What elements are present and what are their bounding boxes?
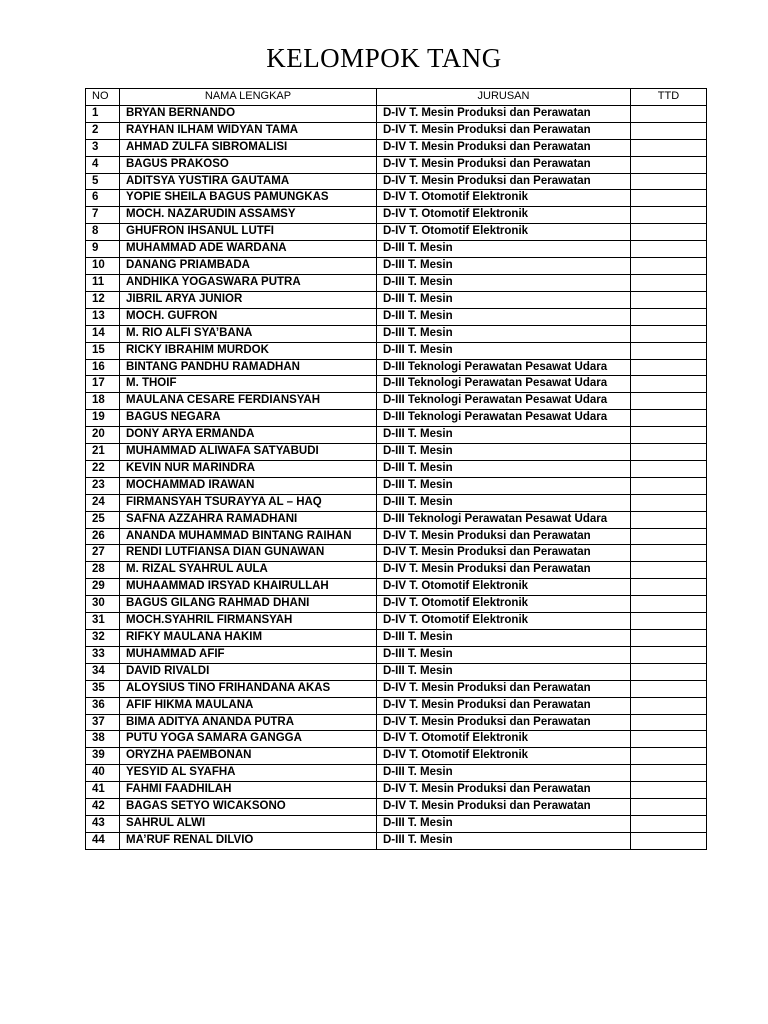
cell-jurusan: D-IV T. Otomotif Elektronik <box>377 579 631 596</box>
header-ttd: TTD <box>631 89 707 106</box>
table-body <box>86 105 707 849</box>
cell-nama-lengkap: ORYZHA PAEMBONAN <box>120 748 377 765</box>
table-row <box>86 460 707 477</box>
cell-jurusan: D-III T. Mesin <box>377 630 631 647</box>
cell-nama-lengkap: M. RIO ALFI SYA’BANA <box>120 325 377 342</box>
cell-jurusan: D-III T. Mesin <box>377 427 631 444</box>
cell-no: 12 <box>86 291 120 308</box>
cell-jurusan: D-IV T. Otomotif Elektronik <box>377 748 631 765</box>
table-row <box>86 748 707 765</box>
cell-nama-lengkap: YESYID AL SYAFHA <box>120 765 377 782</box>
cell-nama-lengkap: ANANDA MUHAMMAD BINTANG RAIHAN <box>120 528 377 545</box>
cell-no: 35 <box>86 680 120 697</box>
cell-jurusan: D-IV T. Mesin Produksi dan Perawatan <box>377 782 631 799</box>
cell-ttd-signature <box>631 122 707 139</box>
cell-nama-lengkap: SAHRUL ALWI <box>120 815 377 832</box>
cell-ttd-signature <box>631 731 707 748</box>
cell-ttd-signature <box>631 444 707 461</box>
cell-jurusan: D-III T. Mesin <box>377 663 631 680</box>
cell-ttd-signature <box>631 714 707 731</box>
cell-jurusan: D-IV T. Mesin Produksi dan Perawatan <box>377 562 631 579</box>
cell-nama-lengkap: SAFNA AZZAHRA RAMADHANI <box>120 511 377 528</box>
table-row <box>86 156 707 173</box>
cell-jurusan: D-III T. Mesin <box>377 646 631 663</box>
cell-no: 19 <box>86 410 120 427</box>
cell-ttd-signature <box>631 748 707 765</box>
cell-no: 11 <box>86 274 120 291</box>
cell-no: 26 <box>86 528 120 545</box>
cell-nama-lengkap: FAHMI FAADHILAH <box>120 782 377 799</box>
cell-jurusan: D-IV T. Mesin Produksi dan Perawatan <box>377 105 631 122</box>
table-row <box>86 190 707 207</box>
table-row <box>86 342 707 359</box>
cell-nama-lengkap: BRYAN BERNANDO <box>120 105 377 122</box>
cell-no: 3 <box>86 139 120 156</box>
table-row <box>86 393 707 410</box>
cell-ttd-signature <box>631 241 707 258</box>
cell-nama-lengkap: FIRMANSYAH TSURAYYA AL – HAQ <box>120 494 377 511</box>
cell-nama-lengkap: ALOYSIUS TINO FRIHANDANA AKAS <box>120 680 377 697</box>
table-row <box>86 427 707 444</box>
cell-jurusan: D-III Teknologi Perawatan Pesawat Udara <box>377 376 631 393</box>
cell-ttd-signature <box>631 646 707 663</box>
cell-ttd-signature <box>631 613 707 630</box>
cell-ttd-signature <box>631 630 707 647</box>
cell-ttd-signature <box>631 697 707 714</box>
cell-ttd-signature <box>631 562 707 579</box>
cell-nama-lengkap: DAVID RIVALDI <box>120 663 377 680</box>
cell-nama-lengkap: BAGUS GILANG RAHMAD DHANI <box>120 596 377 613</box>
cell-no: 10 <box>86 258 120 275</box>
table-row <box>86 579 707 596</box>
cell-jurusan: D-III T. Mesin <box>377 325 631 342</box>
table-row <box>86 444 707 461</box>
cell-no: 32 <box>86 630 120 647</box>
cell-no: 23 <box>86 477 120 494</box>
cell-ttd-signature <box>631 393 707 410</box>
cell-ttd-signature <box>631 832 707 849</box>
cell-jurusan: D-III T. Mesin <box>377 274 631 291</box>
cell-nama-lengkap: RICKY IBRAHIM MURDOK <box>120 342 377 359</box>
cell-jurusan: D-IV T. Mesin Produksi dan Perawatan <box>377 545 631 562</box>
cell-jurusan: D-III T. Mesin <box>377 815 631 832</box>
cell-ttd-signature <box>631 325 707 342</box>
table-row <box>86 173 707 190</box>
cell-no: 40 <box>86 765 120 782</box>
cell-no: 4 <box>86 156 120 173</box>
cell-ttd-signature <box>631 545 707 562</box>
table-row <box>86 241 707 258</box>
cell-jurusan: D-IV T. Mesin Produksi dan Perawatan <box>377 714 631 731</box>
cell-ttd-signature <box>631 173 707 190</box>
cell-nama-lengkap: RAYHAN ILHAM WIDYAN TAMA <box>120 122 377 139</box>
cell-no: 16 <box>86 359 120 376</box>
cell-no: 6 <box>86 190 120 207</box>
cell-ttd-signature <box>631 596 707 613</box>
table-row <box>86 613 707 630</box>
cell-no: 22 <box>86 460 120 477</box>
cell-ttd-signature <box>631 308 707 325</box>
cell-nama-lengkap: M. THOIF <box>120 376 377 393</box>
cell-no: 15 <box>86 342 120 359</box>
cell-ttd-signature <box>631 207 707 224</box>
cell-nama-lengkap: MUHAMMAD AFIF <box>120 646 377 663</box>
table-row <box>86 663 707 680</box>
table-row <box>86 105 707 122</box>
cell-ttd-signature <box>631 274 707 291</box>
cell-ttd-signature <box>631 224 707 241</box>
cell-nama-lengkap: JIBRIL ARYA JUNIOR <box>120 291 377 308</box>
cell-nama-lengkap: AHMAD ZULFA SIBROMALISI <box>120 139 377 156</box>
cell-ttd-signature <box>631 291 707 308</box>
cell-nama-lengkap: M. RIZAL SYAHRUL AULA <box>120 562 377 579</box>
cell-no: 38 <box>86 731 120 748</box>
table-row <box>86 511 707 528</box>
cell-nama-lengkap: GHUFRON IHSANUL LUTFI <box>120 224 377 241</box>
cell-ttd-signature <box>631 494 707 511</box>
table-row <box>86 545 707 562</box>
cell-jurusan: D-IV T. Mesin Produksi dan Perawatan <box>377 139 631 156</box>
table-header-row <box>86 89 707 106</box>
cell-ttd-signature <box>631 815 707 832</box>
cell-no: 9 <box>86 241 120 258</box>
cell-ttd-signature <box>631 410 707 427</box>
cell-ttd-signature <box>631 765 707 782</box>
table-row <box>86 224 707 241</box>
table-row <box>86 325 707 342</box>
cell-ttd-signature <box>631 528 707 545</box>
cell-jurusan: D-IV T. Otomotif Elektronik <box>377 596 631 613</box>
cell-nama-lengkap: BINTANG PANDHU RAMADHAN <box>120 359 377 376</box>
table-row <box>86 494 707 511</box>
cell-ttd-signature <box>631 359 707 376</box>
table-row <box>86 258 707 275</box>
cell-jurusan: D-IV T. Otomotif Elektronik <box>377 613 631 630</box>
header-jurusan: JURUSAN <box>377 89 631 106</box>
table-row <box>86 630 707 647</box>
table-row <box>86 680 707 697</box>
cell-no: 37 <box>86 714 120 731</box>
cell-nama-lengkap: MUHAMMAD ALIWAFA SATYABUDI <box>120 444 377 461</box>
cell-ttd-signature <box>631 477 707 494</box>
table-row <box>86 697 707 714</box>
cell-nama-lengkap: MAULANA CESARE FERDIANSYAH <box>120 393 377 410</box>
cell-no: 20 <box>86 427 120 444</box>
cell-no: 2 <box>86 122 120 139</box>
cell-ttd-signature <box>631 460 707 477</box>
cell-no: 21 <box>86 444 120 461</box>
table-row <box>86 782 707 799</box>
cell-ttd-signature <box>631 680 707 697</box>
table-row <box>86 274 707 291</box>
cell-jurusan: D-III Teknologi Perawatan Pesawat Udara <box>377 511 631 528</box>
cell-nama-lengkap: MUHAAMMAD IRSYAD KHAIRULLAH <box>120 579 377 596</box>
cell-no: 36 <box>86 697 120 714</box>
cell-no: 5 <box>86 173 120 190</box>
cell-jurusan: D-III T. Mesin <box>377 460 631 477</box>
cell-nama-lengkap: BAGAS SETYO WICAKSONO <box>120 799 377 816</box>
cell-ttd-signature <box>631 427 707 444</box>
cell-no: 18 <box>86 393 120 410</box>
cell-no: 27 <box>86 545 120 562</box>
cell-ttd-signature <box>631 663 707 680</box>
header-nama-lengkap: NAMA LENGKAP <box>120 89 377 106</box>
cell-ttd-signature <box>631 782 707 799</box>
cell-no: 44 <box>86 832 120 849</box>
table-row <box>86 207 707 224</box>
table-row <box>86 714 707 731</box>
cell-jurusan: D-III T. Mesin <box>377 241 631 258</box>
cell-jurusan: D-IV T. Mesin Produksi dan Perawatan <box>377 173 631 190</box>
cell-no: 30 <box>86 596 120 613</box>
cell-nama-lengkap: DANANG PRIAMBADA <box>120 258 377 275</box>
cell-no: 7 <box>86 207 120 224</box>
cell-ttd-signature <box>631 579 707 596</box>
cell-jurusan: D-III T. Mesin <box>377 494 631 511</box>
cell-no: 24 <box>86 494 120 511</box>
table-row <box>86 376 707 393</box>
cell-nama-lengkap: YOPIE SHEILA BAGUS PAMUNGKAS <box>120 190 377 207</box>
cell-no: 8 <box>86 224 120 241</box>
table-row <box>86 291 707 308</box>
header-no: NO <box>86 89 120 106</box>
cell-ttd-signature <box>631 799 707 816</box>
cell-jurusan: D-III Teknologi Perawatan Pesawat Udara <box>377 393 631 410</box>
cell-jurusan: D-IV T. Mesin Produksi dan Perawatan <box>377 122 631 139</box>
cell-nama-lengkap: RIFKY MAULANA HAKIM <box>120 630 377 647</box>
cell-no: 13 <box>86 308 120 325</box>
document-title: KELOMPOK TANG <box>266 43 502 73</box>
cell-no: 29 <box>86 579 120 596</box>
table-row <box>86 122 707 139</box>
cell-nama-lengkap: BIMA ADITYA ANANDA PUTRA <box>120 714 377 731</box>
cell-ttd-signature <box>631 342 707 359</box>
cell-no: 1 <box>86 105 120 122</box>
cell-no: 17 <box>86 376 120 393</box>
cell-nama-lengkap: AFIF HIKMA MAULANA <box>120 697 377 714</box>
cell-jurusan: D-IV T. Otomotif Elektronik <box>377 207 631 224</box>
table-row <box>86 815 707 832</box>
cell-jurusan: D-III T. Mesin <box>377 765 631 782</box>
cell-ttd-signature <box>631 139 707 156</box>
cell-no: 25 <box>86 511 120 528</box>
cell-nama-lengkap: ANDHIKA YOGASWARA PUTRA <box>120 274 377 291</box>
cell-jurusan: D-IV T. Mesin Produksi dan Perawatan <box>377 680 631 697</box>
cell-jurusan: D-IV T. Otomotif Elektronik <box>377 731 631 748</box>
cell-ttd-signature <box>631 511 707 528</box>
cell-nama-lengkap: ADITSYA YUSTIRA GAUTAMA <box>120 173 377 190</box>
cell-jurusan: D-III T. Mesin <box>377 342 631 359</box>
cell-jurusan: D-III Teknologi Perawatan Pesawat Udara <box>377 410 631 427</box>
table-row <box>86 562 707 579</box>
table-row <box>86 765 707 782</box>
cell-nama-lengkap: MA’RUF RENAL DILVIO <box>120 832 377 849</box>
cell-nama-lengkap: RENDI LUTFIANSA DIAN GUNAWAN <box>120 545 377 562</box>
table-row <box>86 528 707 545</box>
cell-no: 41 <box>86 782 120 799</box>
cell-nama-lengkap: KEVIN NUR MARINDRA <box>120 460 377 477</box>
table-row <box>86 139 707 156</box>
cell-no: 42 <box>86 799 120 816</box>
cell-jurusan: D-III T. Mesin <box>377 291 631 308</box>
cell-ttd-signature <box>631 190 707 207</box>
cell-nama-lengkap: DONY ARYA ERMANDA <box>120 427 377 444</box>
table-row <box>86 596 707 613</box>
cell-jurusan: D-III T. Mesin <box>377 308 631 325</box>
cell-no: 33 <box>86 646 120 663</box>
member-table <box>85 88 707 850</box>
cell-no: 43 <box>86 815 120 832</box>
table-row <box>86 308 707 325</box>
cell-jurusan: D-III T. Mesin <box>377 258 631 275</box>
cell-nama-lengkap: MOCH. GUFRON <box>120 308 377 325</box>
cell-nama-lengkap: PUTU YOGA SAMARA GANGGA <box>120 731 377 748</box>
table-row <box>86 799 707 816</box>
cell-nama-lengkap: MOCH. NAZARUDIN ASSAMSY <box>120 207 377 224</box>
cell-nama-lengkap: MOCH.SYAHRIL FIRMANSYAH <box>120 613 377 630</box>
cell-ttd-signature <box>631 156 707 173</box>
cell-jurusan: D-III T. Mesin <box>377 832 631 849</box>
cell-jurusan: D-IV T. Mesin Produksi dan Perawatan <box>377 528 631 545</box>
cell-nama-lengkap: BAGUS NEGARA <box>120 410 377 427</box>
cell-jurusan: D-III T. Mesin <box>377 444 631 461</box>
table-row <box>86 410 707 427</box>
cell-jurusan: D-IV T. Mesin Produksi dan Perawatan <box>377 799 631 816</box>
cell-ttd-signature <box>631 105 707 122</box>
cell-no: 14 <box>86 325 120 342</box>
table-row <box>86 477 707 494</box>
cell-ttd-signature <box>631 376 707 393</box>
cell-ttd-signature <box>631 258 707 275</box>
cell-nama-lengkap: MOCHAMMAD IRAWAN <box>120 477 377 494</box>
cell-nama-lengkap: BAGUS PRAKOSO <box>120 156 377 173</box>
cell-jurusan: D-III Teknologi Perawatan Pesawat Udara <box>377 359 631 376</box>
table-row <box>86 731 707 748</box>
cell-no: 28 <box>86 562 120 579</box>
cell-jurusan: D-III T. Mesin <box>377 477 631 494</box>
table-row <box>86 359 707 376</box>
cell-jurusan: D-IV T. Mesin Produksi dan Perawatan <box>377 156 631 173</box>
cell-jurusan: D-IV T. Mesin Produksi dan Perawatan <box>377 697 631 714</box>
cell-no: 39 <box>86 748 120 765</box>
table-row <box>86 832 707 849</box>
cell-no: 34 <box>86 663 120 680</box>
cell-no: 31 <box>86 613 120 630</box>
table-row <box>86 646 707 663</box>
cell-jurusan: D-IV T. Otomotif Elektronik <box>377 190 631 207</box>
cell-jurusan: D-IV T. Otomotif Elektronik <box>377 224 631 241</box>
cell-nama-lengkap: MUHAMMAD ADE WARDANA <box>120 241 377 258</box>
